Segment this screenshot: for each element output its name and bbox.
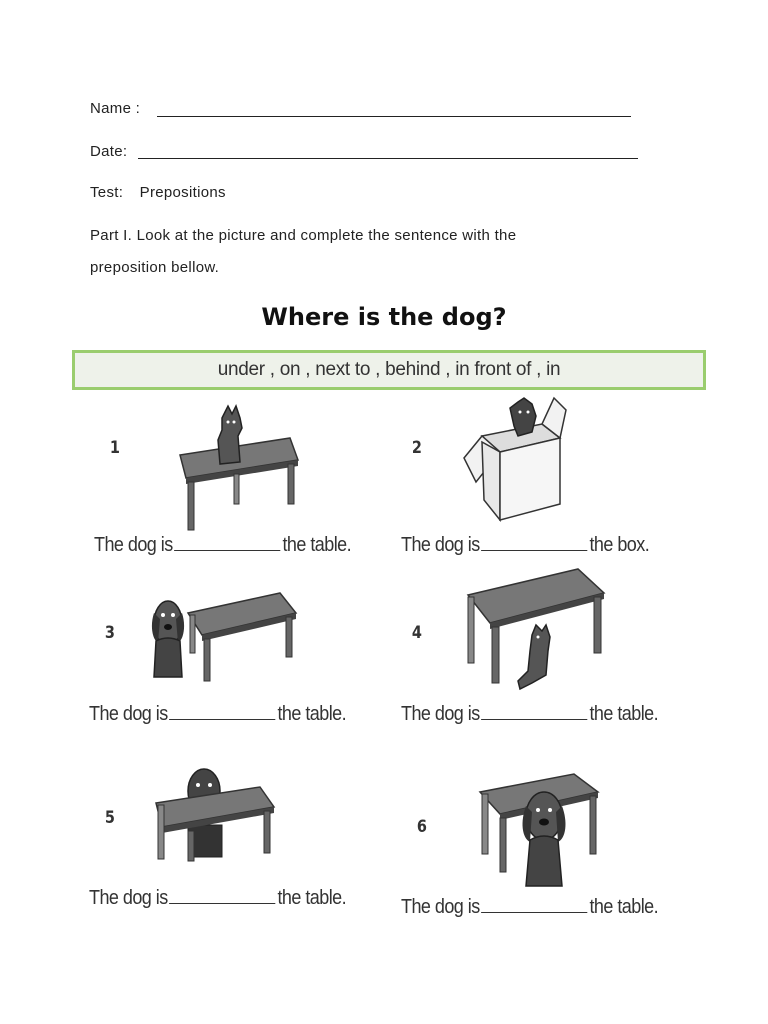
picture-dog-under-table [462,565,612,693]
exercise-5-sentence [89,885,346,910]
exercise-5-number: 5 [104,808,115,828]
exercise-6-before: The dog is [401,896,480,918]
page-title: Where is the dog? [261,303,507,331]
picture-dog-on-table [170,400,310,535]
exercise-2-sentence [401,532,649,557]
exercise-6-after: the table. [589,896,659,918]
picture-dog-in-front-of-table [478,772,606,892]
exercise-4-after: the table. [589,703,659,725]
picture-dog-in-box [462,396,572,524]
exercise-1-sentence [94,532,351,557]
name-label: Name : [90,100,141,117]
table-icon [188,593,296,681]
test-subject: Prepositions [139,184,226,201]
exercise-2-blank[interactable] [481,532,587,551]
exercise-6-blank[interactable] [481,894,587,913]
exercise-3-before: The dog is [89,703,168,725]
exercise-1-number: 1 [109,438,120,458]
exercise-2-after: the box. [589,534,650,556]
test-label [90,184,226,201]
exercise-4-number: 4 [411,623,422,643]
dog-icon [218,406,242,464]
instructions-line-1: Part I. Look at the picture and complete the sentence with the [90,227,517,244]
dog-icon [523,792,566,886]
exercise-4-blank[interactable] [481,701,587,720]
exercise-1-after: the table. [282,534,352,556]
exercise-2-before: The dog is [401,534,480,556]
exercise-3-after: the table. [277,703,347,725]
test-label-text: Test: [90,184,124,201]
word-bank-text: under , on , next to , behind , in front of , in [217,359,561,380]
exercise-4-before: The dog is [401,703,480,725]
picture-dog-next-to-table [148,585,300,685]
dog-icon [152,601,184,677]
dog-icon [518,625,550,689]
exercise-3-blank[interactable] [169,701,275,720]
exercise-6-number: 6 [416,817,427,837]
exercise-6-sentence [401,894,658,919]
exercise-5-blank[interactable] [169,885,275,904]
exercise-1-before: The dog is [94,534,173,556]
exercise-3-number: 3 [104,623,115,643]
name-answer-line[interactable] [157,116,631,117]
exercise-2-number: 2 [411,438,422,458]
exercise-3-sentence [89,701,346,726]
exercise-4-sentence [401,701,658,726]
word-bank [72,350,706,390]
picture-dog-behind-table [150,765,280,865]
date-label: Date: [90,143,128,160]
exercise-5-before: The dog is [89,887,168,909]
instructions-line-2: preposition bellow. [90,259,220,276]
date-answer-line[interactable] [138,158,638,159]
exercise-5-after: the table. [277,887,347,909]
